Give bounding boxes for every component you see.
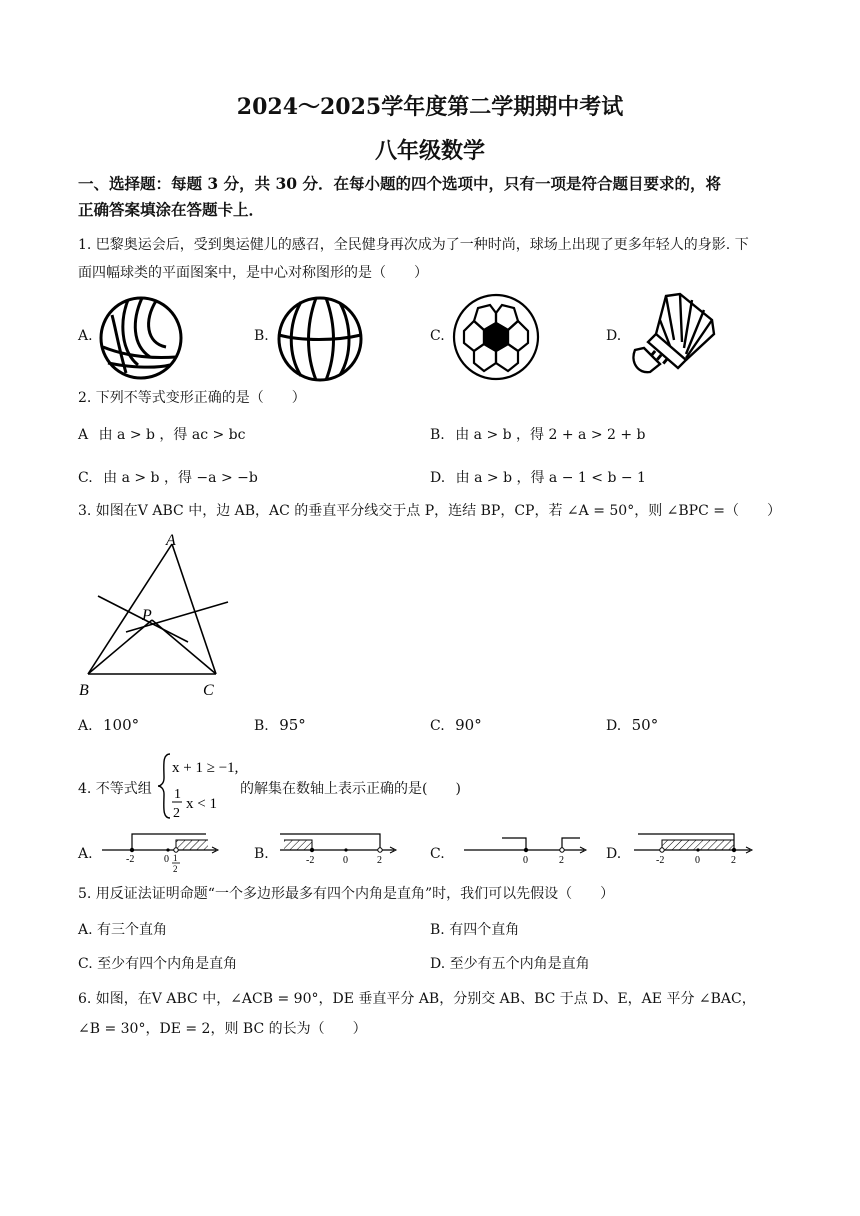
q6-stem-line1: 6. 如图，在V ABC 中，∠ACB = 90°，DE 垂直平分 AB，分别交 AB、BC 于点 D、E，AE 平分 ∠BAC， bbox=[78, 991, 756, 1007]
q3-label-p: P bbox=[142, 607, 152, 624]
q4d-tick-neg2: -2 bbox=[656, 855, 665, 866]
q4c-tick-0: 0 bbox=[523, 855, 528, 866]
section-heading-line2: 正确答案填涂在答题卡上． bbox=[78, 200, 265, 219]
q4a-tick-half-den: 2 bbox=[173, 864, 178, 874]
q3-option-a-label: A. bbox=[78, 718, 93, 734]
q2-option-d bbox=[430, 467, 646, 487]
q1-option-c-label: C. bbox=[430, 328, 445, 344]
q3-label-b: B bbox=[79, 682, 89, 699]
q4-option-d-label: D. bbox=[606, 846, 622, 862]
shuttlecock-icon bbox=[626, 290, 722, 378]
q2-option-a bbox=[78, 424, 246, 444]
q4-option-a-label: A. bbox=[78, 846, 93, 862]
q4-option-b-label: B. bbox=[254, 846, 269, 862]
q1-option-a-label: A. bbox=[78, 328, 93, 344]
q3-option-c-value: 90° bbox=[455, 716, 482, 734]
q3-option-c-label: C. bbox=[430, 718, 445, 734]
q4-frac-num: 1 bbox=[174, 787, 181, 802]
q4-prefix: 4. 不等式组 bbox=[78, 781, 152, 797]
q3-option-b-value: 95° bbox=[279, 716, 306, 734]
q4a-tick-half-num: 1 bbox=[173, 853, 178, 863]
q3-option-b bbox=[254, 716, 306, 734]
section-heading-line1: 一、选择题：每题 3 分，共 30 分．在每小题的四个选项中，只有一项是符合题目要求的，将 bbox=[78, 174, 721, 193]
q4-number-line-c bbox=[462, 828, 590, 876]
q4d-tick-0: 0 bbox=[695, 855, 700, 866]
section-heading bbox=[78, 171, 788, 223]
q4c-tick-2: 2 bbox=[559, 855, 564, 866]
q4-frac-den: 2 bbox=[173, 806, 180, 821]
q4b-tick-0: 0 bbox=[343, 855, 348, 866]
q4b-tick-2: 2 bbox=[377, 855, 382, 866]
q2-option-b-label: B. bbox=[430, 427, 445, 443]
q5-option-c: C. 至少有四个内角是直角 bbox=[78, 956, 238, 972]
q3-label-a: A bbox=[166, 532, 176, 549]
q2-option-c-text: 由 a > b ，得 −a > −b bbox=[103, 470, 258, 486]
q1-stem-line2: 面四幅球类的平面图案中，是中心对称图形的是（ ） bbox=[78, 265, 428, 281]
exam-title: 2024～2025学年度第二学期期中考试 bbox=[236, 94, 624, 120]
q3-stem: 3. 如图在V ABC 中，边 AB，AC 的垂直平分线交于点 P，连结 BP，CP，若 ∠A = 50°，则 ∠BPC =（ ） bbox=[78, 503, 781, 519]
q1-option-d-label: D. bbox=[606, 328, 622, 344]
q3-option-a-value: 100° bbox=[103, 716, 140, 734]
q5-option-a: A. 有三个直角 bbox=[78, 922, 168, 938]
q4-system-brace bbox=[158, 750, 238, 822]
q1-stem-line1: 1. 巴黎奥运会后，受到奥运健儿的感召，全民健身再次成为了一种时尚，球场上出现了更多年轻人的身影. 下 bbox=[78, 237, 749, 253]
q2-option-c-label: C. bbox=[78, 470, 93, 486]
q4a-tick-0: 0 bbox=[164, 854, 169, 865]
q2-option-b-text: 由 a > b ，得 2 + a > 2 + b bbox=[455, 427, 646, 443]
q4-eq2: x < 1 bbox=[186, 796, 217, 812]
basketball-icon bbox=[276, 295, 364, 383]
q3-option-d-value: 50° bbox=[631, 716, 659, 734]
q4-number-line-a bbox=[98, 828, 222, 876]
q4b-tick-neg2: -2 bbox=[306, 855, 315, 866]
soccer-ball-icon bbox=[452, 293, 540, 381]
q2-option-b bbox=[430, 424, 646, 444]
q4d-tick-2: 2 bbox=[731, 855, 736, 866]
q5-stem: 5. 用反证法证明命题“一个多边形最多有四个内角是直角”时，我们可以先假设（ ） bbox=[78, 886, 615, 902]
q2-option-d-text: 由 a > b ，得 a − 1 < b − 1 bbox=[455, 470, 646, 486]
q2-option-a-label: A bbox=[78, 427, 89, 443]
q1-option-b-label: B. bbox=[254, 328, 269, 344]
q5-option-d: D. 至少有五个内角是直角 bbox=[430, 956, 590, 972]
q2-option-a-text: 由 a > b ，得 ac > bc bbox=[98, 427, 246, 443]
q3-option-a bbox=[78, 716, 139, 734]
q6-stem-line2: ∠B = 30°，DE = 2，则 BC 的长为（ ） bbox=[78, 1021, 367, 1037]
q3-option-d-label: D. bbox=[606, 718, 622, 734]
q3-label-c: C bbox=[203, 682, 214, 699]
q4-number-line-b bbox=[276, 828, 400, 876]
q4-suffix: 的解集在数轴上表示正确的是( ) bbox=[240, 781, 461, 797]
q3-option-b-label: B. bbox=[254, 718, 269, 734]
exam-subtitle: 八年级数学 bbox=[374, 138, 485, 164]
q4-option-c-label: C. bbox=[430, 846, 445, 862]
q3-triangle-figure bbox=[76, 530, 236, 702]
q2-option-c bbox=[78, 467, 258, 487]
q2-option-d-label: D. bbox=[430, 470, 446, 486]
q3-option-c bbox=[430, 716, 482, 734]
q5-option-b: B. 有四个直角 bbox=[430, 922, 520, 938]
q4-eq1: x + 1 ≥ −1, bbox=[172, 760, 238, 776]
volleyball-icon bbox=[98, 295, 184, 381]
q3-option-d bbox=[606, 716, 658, 734]
q4a-tick-neg2: -2 bbox=[126, 854, 135, 865]
q2-stem: 2. 下列不等式变形正确的是（ ） bbox=[78, 390, 306, 406]
q4-number-line-d bbox=[630, 828, 758, 876]
